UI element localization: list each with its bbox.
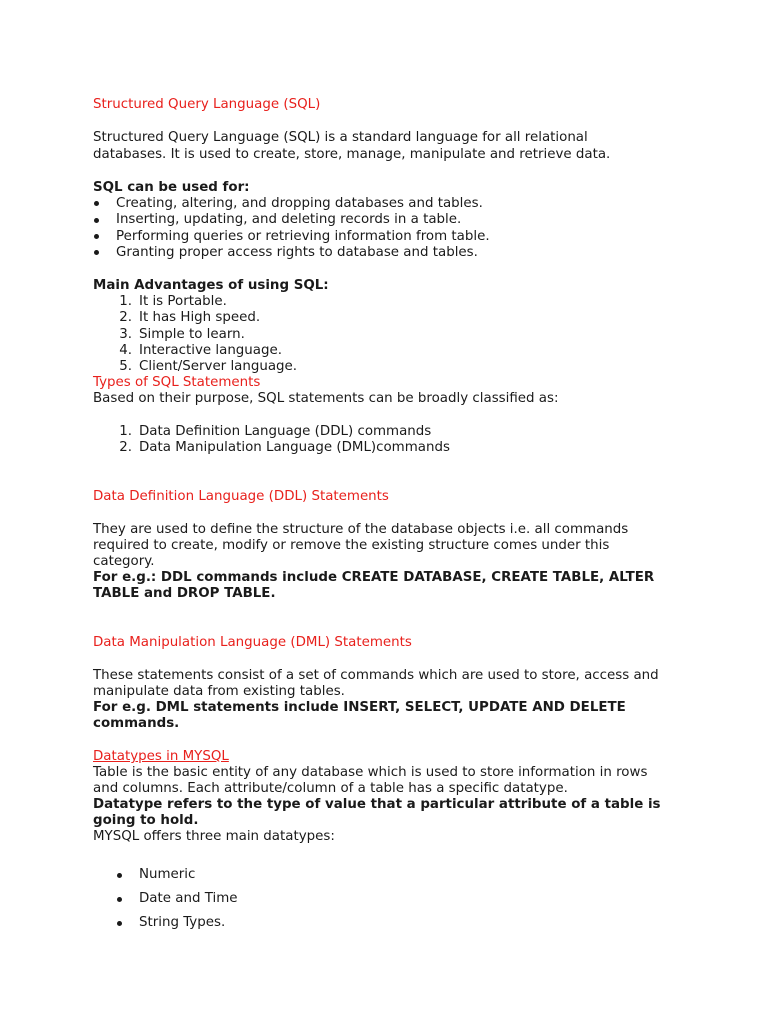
bullet-icon [94, 218, 99, 223]
ddl-line2: required to create, modify or remove the existing structure comes under this [93, 538, 610, 553]
advantage-item: Client/Server language. [139, 359, 298, 374]
advantage-item: It is Portable. [139, 294, 227, 309]
types-intro: Based on their purpose, SQL statements can be broadly classified as: [93, 391, 559, 406]
advantage-item: Interactive language. [139, 343, 282, 358]
types-heading: Types of SQL Statements [93, 375, 261, 390]
sql-uses-heading: SQL can be used for: [93, 180, 250, 195]
bullet-icon [94, 201, 99, 206]
datatypes-offers: MYSQL offers three main datatypes: [93, 829, 335, 844]
datatypes-def-line1: Datatype refers to the type of value that a particular attribute of a table is [93, 797, 661, 812]
ddl-example-line2: TABLE and DROP TABLE. [93, 586, 276, 601]
datatypes-def-line2: going to hold. [93, 813, 199, 828]
datatype-item: Date and Time [139, 891, 238, 906]
sql-use-item: Performing queries or retrieving information from table. [116, 229, 490, 244]
bullet-icon [94, 234, 99, 239]
types-number: 2. [119, 440, 132, 455]
dml-line1: These statements consist of a set of commands which are used to store, access and [93, 668, 659, 683]
types-item: Data Definition Language (DDL) commands [139, 424, 432, 439]
ddl-example-line1: For e.g.: DDL commands include CREATE DATABASE, CREATE TABLE, ALTER [93, 570, 655, 585]
sql-intro-line2: databases. It is used to create, store, manage, manipulate and retrieve data. [93, 147, 611, 162]
advantage-number: 4. [119, 343, 132, 358]
datatypes-heading: Datatypes in MYSQL [93, 749, 229, 764]
datatype-item: Numeric [139, 867, 196, 882]
dml-line2: manipulate data from existing tables. [93, 684, 345, 699]
sql-heading: Structured Query Language (SQL) [93, 97, 321, 112]
sql-advantages-heading: Main Advantages of using SQL: [93, 278, 329, 293]
bullet-icon [117, 873, 122, 878]
dml-heading: Data Manipulation Language (DML) Statements [93, 635, 412, 650]
advantage-item: It has High speed. [139, 310, 261, 325]
datatypes-line1: Table is the basic entity of any database which is used to store information in rows [93, 765, 648, 780]
ddl-line1: They are used to define the structure of the database objects i.e. all commands [93, 522, 629, 537]
ddl-line3: category. [93, 554, 155, 569]
sql-use-item: Granting proper access rights to database and tables. [116, 245, 478, 260]
bullet-icon [94, 250, 99, 255]
advantage-item: Simple to learn. [139, 327, 245, 342]
types-item: Data Manipulation Language (DML)commands [139, 440, 450, 455]
types-number: 1. [119, 424, 132, 439]
datatypes-line2: and columns. Each attribute/column of a table has a specific datatype. [93, 781, 568, 796]
dml-example-line1: For e.g. DML statements include INSERT, SELECT, UPDATE AND DELETE [93, 700, 626, 715]
sql-use-item: Inserting, updating, and deleting records in a table. [116, 212, 462, 227]
datatype-item: String Types. [139, 915, 226, 930]
advantage-number: 1. [119, 294, 132, 309]
advantage-number: 5. [119, 359, 132, 374]
ddl-heading: Data Definition Language (DDL) Statements [93, 489, 389, 504]
sql-intro-line1: Structured Query Language (SQL) is a standard language for all relational [93, 130, 588, 145]
sql-use-item: Creating, altering, and dropping databases and tables. [116, 196, 483, 211]
bullet-icon [117, 897, 122, 902]
bullet-icon [117, 921, 122, 926]
advantage-number: 2. [119, 310, 132, 325]
dml-example-line2: commands. [93, 716, 180, 731]
advantage-number: 3. [119, 327, 132, 342]
